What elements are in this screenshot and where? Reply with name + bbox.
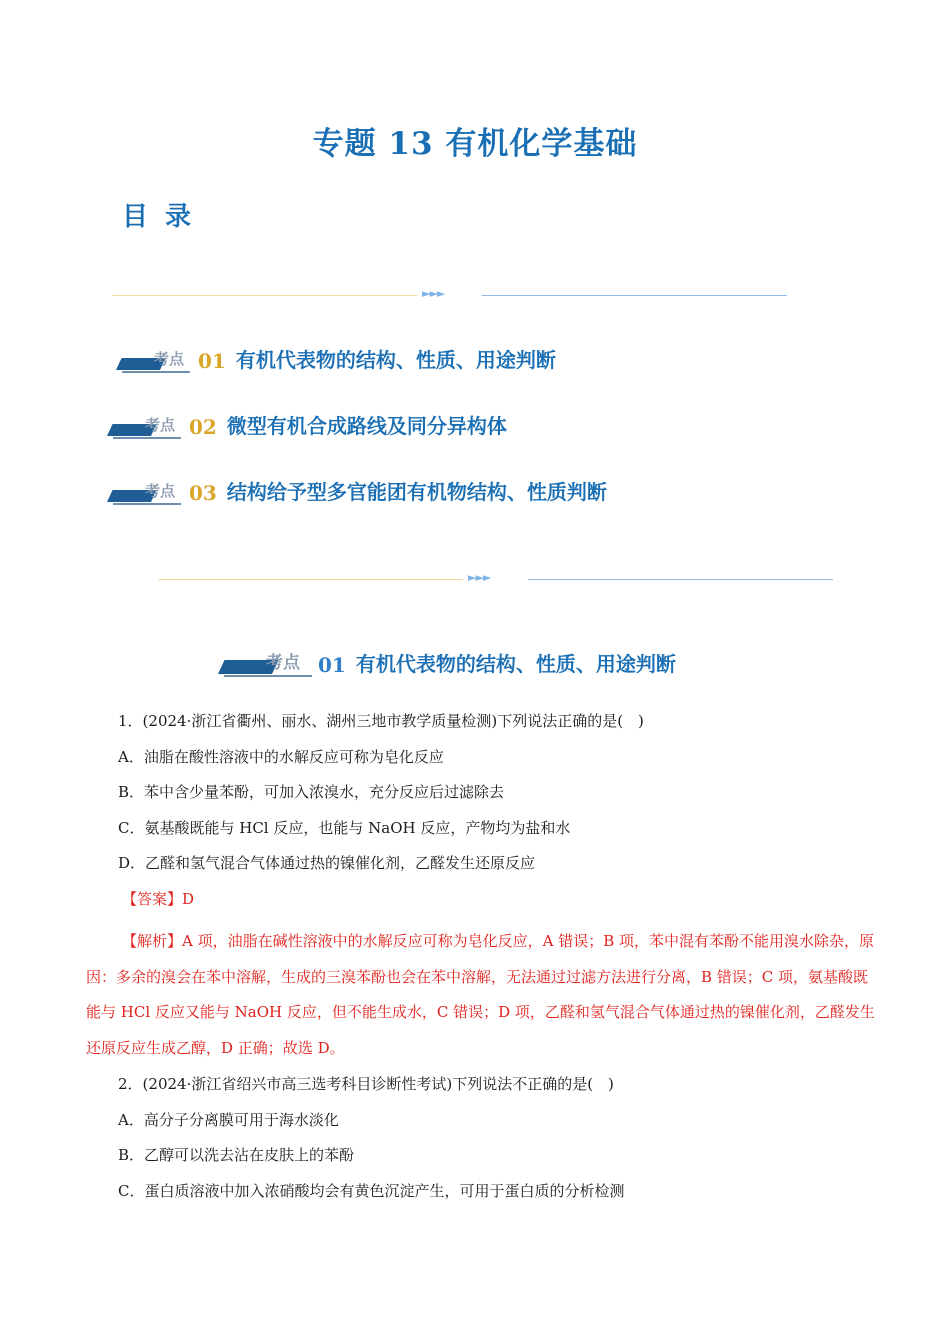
question-2-option-a: A．高分子分离膜可用于海水淡化 (118, 1111, 339, 1129)
page-title (0, 118, 950, 163)
toc-item-label: 结构给予型多官能团有机物结构、性质判断 (226, 480, 607, 504)
toc-heading: 目 录 (122, 202, 196, 232)
title-prefix: 专题 (312, 126, 377, 162)
question-1-stem: 1．(2024·浙江省衢州、丽水、湖州三地市教学质量检测)下列说法正确的是( ) (118, 712, 644, 730)
kaodian-badge-icon: 考点 (218, 651, 314, 677)
question-1-option-d: D．乙醛和氢气混合气体通过热的镍催化剂，乙醛发生还原反应 (118, 854, 536, 872)
question-2-stem: 2．(2024·浙江省绍兴市高三选考科目诊断性考试)下列说法不正确的是( ) (118, 1075, 614, 1093)
toc-item-number: 02 (189, 415, 217, 439)
divider-arrows-icon: ►►► (422, 287, 445, 300)
title-text: 有机化学基础 (445, 126, 638, 162)
question-1-option-a: A．油脂在酸性溶液中的水解反应可称为皂化反应 (118, 748, 444, 766)
toc-item-label: 有机代表物的结构、性质、用途判断 (235, 348, 556, 372)
question-1-answer: 【答案】D (122, 890, 195, 908)
section-number: 01 (318, 653, 346, 677)
divider-top (112, 280, 787, 312)
toc-item-03[interactable] (107, 476, 607, 505)
section-label: 有机代表物的结构、性质、用途判断 (355, 652, 676, 676)
question-1-explanation: 【解析】A 项，油脂在碱性溶液中的水解反应可称为皂化反应，A 错误；B 项，苯中混有苯酚不能用溴水除杂，原因：多余的溴会在苯中溶解，生成的三溴苯酚也会在苯中溶解，无法通过过滤方法进行分离，B 错误；C 项，氨基酸既能与 HCl 反应又能与 NaOH 反应，但不能生成水，C 错误；D 项，乙醛和氢气混合气体通过热的镍催化剂，乙醛发生还原反应生成乙醇，D 正确；故选 D。 (86, 932, 875, 1057)
toc-item-label: 微型有机合成路线及同分异构体 (226, 414, 507, 438)
question-2-option-b: B．乙醇可以洗去沾在皮肤上的苯酚 (118, 1146, 355, 1164)
toc-item-02[interactable] (107, 410, 507, 439)
question-1-option-c: C．氨基酸既能与 HCl 反应，也能与 NaOH 反应，产物均为盐和水 (118, 819, 571, 837)
kaodian-badge-icon: 考点 (107, 413, 185, 439)
kaodian-badge-icon: 考点 (107, 479, 185, 505)
divider-bottom (158, 564, 833, 596)
toc-item-01[interactable] (116, 344, 556, 373)
question-2-option-c: C．蛋白质溶液中加入浓硝酸均会有黄色沉淀产生，可用于蛋白质的分析检测 (118, 1182, 625, 1200)
section-heading (218, 648, 676, 677)
toc-item-number: 03 (189, 481, 217, 505)
divider-arrows-icon: ►►► (468, 571, 491, 584)
kaodian-badge-icon: 考点 (116, 347, 194, 373)
toc-item-number: 01 (198, 349, 226, 373)
title-number: 13 (388, 126, 434, 162)
question-1-option-b: B．苯中含少量苯酚，可加入浓溴水，充分反应后过滤除去 (118, 783, 505, 801)
